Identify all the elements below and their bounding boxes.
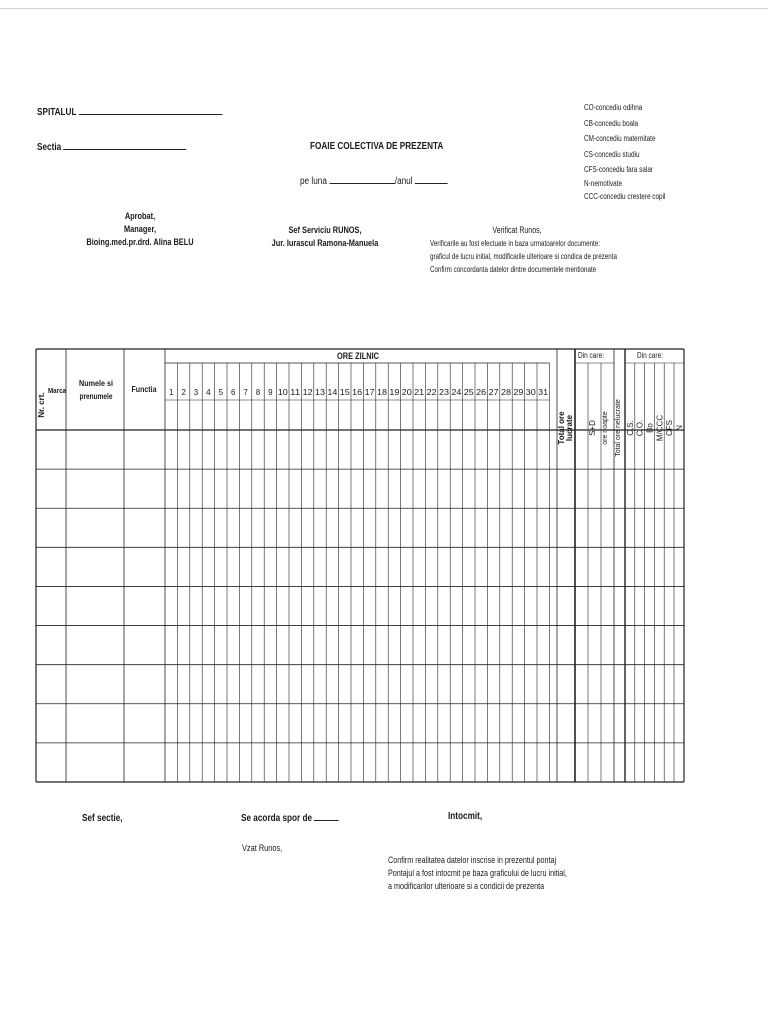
- confirm-line: Pontajul a fost intocmit pe baza graficului de lucru initial,: [388, 868, 567, 878]
- legend-item: CO-concediu odihna: [584, 103, 643, 112]
- col-total-lucrate: Total ore: [557, 411, 566, 445]
- day-number: 7: [243, 388, 248, 397]
- day-number: 21: [414, 388, 425, 397]
- day-number: 18: [377, 388, 388, 397]
- day-number: 28: [501, 388, 512, 397]
- col-leave-type: CFS: [665, 420, 675, 436]
- col-ore-noapte: ore noapte: [602, 411, 609, 445]
- vizat-label: Vzat Runos,: [242, 843, 283, 853]
- legend-item: CS-concediu studiu: [584, 149, 640, 159]
- approval-line: Aprobat,: [124, 211, 156, 221]
- day-number: 6: [230, 388, 236, 397]
- col-functia: Functia: [131, 385, 157, 394]
- approval-line: Manager,: [123, 224, 156, 234]
- day-number: 29: [513, 388, 525, 397]
- spor-label: Se acorda spor de: [241, 813, 313, 824]
- day-number: 4: [206, 388, 211, 397]
- legend-item: CB-concediu boala: [584, 118, 639, 128]
- confirm-block: [388, 854, 567, 893]
- spitalul-label: SPITALUL: [37, 107, 77, 118]
- col-leave-type: C.S.: [625, 420, 635, 436]
- day-number: 3: [193, 388, 199, 397]
- col-sd: S+D: [588, 420, 597, 436]
- col-marca: Marca: [48, 388, 67, 395]
- legend-item: N-nemotivate: [584, 178, 623, 188]
- ore-zilnic-header: ORE ZILNIC: [337, 351, 380, 361]
- legend-item: CM-concediu maternitate: [584, 134, 656, 143]
- sectia-label: Sectia: [37, 142, 62, 153]
- day-number: 25: [463, 388, 475, 397]
- din-care-header: Din care:: [637, 351, 663, 360]
- day-number: 20: [401, 388, 413, 397]
- col-nume: Numele si: [79, 379, 113, 388]
- hr-chief-title: Sef Serviciu RUNOS,: [288, 225, 362, 235]
- anul-label: /anul: [394, 176, 413, 187]
- confirm-line: Confirm realitatea datelor inscrise in prezentul pontaj: [388, 855, 557, 865]
- col-leave-type: M/CCC: [655, 414, 665, 442]
- page-title: FOAIE COLECTIVA DE PREZENTA: [310, 141, 444, 152]
- spor-field: [241, 813, 339, 824]
- day-number: 27: [488, 388, 500, 397]
- col-leave-type: Bo: [645, 423, 655, 433]
- day-number: 31: [538, 388, 549, 397]
- day-number: 13: [315, 388, 326, 397]
- verified-line: graficul de lucru initial, modificarile ulterioare si condica de prezenta: [430, 252, 617, 261]
- table-grid: [36, 349, 684, 782]
- col-nume: prenumele: [79, 392, 113, 401]
- col-leave-type: N: [674, 425, 684, 431]
- day-number: 24: [451, 388, 463, 397]
- col-total-lucrate: lucrate: [565, 414, 574, 442]
- day-number: 2: [181, 388, 186, 397]
- day-number: 16: [352, 388, 363, 397]
- day-number: 19: [389, 388, 401, 397]
- legend-item: CFS-concediu fara salar: [584, 165, 654, 174]
- col-leave-type: C.O.: [635, 419, 645, 437]
- day-number: 17: [364, 388, 376, 397]
- day-number: 1: [168, 388, 174, 397]
- verified-line: Confirm concordanta datelor dintre documentele mentionate: [430, 265, 597, 274]
- intocmit-label: Intocmit,: [448, 811, 483, 822]
- day-number: 15: [339, 388, 351, 397]
- day-number: 5: [218, 388, 224, 397]
- hr-chief-name: Jur. Iurascul Ramona-Manuela: [271, 238, 379, 248]
- day-number: 14: [327, 388, 339, 397]
- day-number: 12: [302, 388, 314, 397]
- confirm-line: a modificarilor ulterioare si a condicii de prezenta: [388, 881, 545, 891]
- verified-title: Verificat Runos,: [492, 225, 542, 235]
- day-number: 23: [439, 388, 450, 397]
- spor-blank[interactable]: [314, 820, 339, 821]
- day-number: 8: [255, 388, 261, 397]
- day-number: 30: [525, 388, 537, 397]
- day-number: 11: [290, 388, 301, 397]
- sef-sectie-label: Sef sectie,: [82, 813, 123, 824]
- col-nr-crt: Nr. crt.: [37, 392, 46, 418]
- din-care-header: Din care:: [578, 351, 604, 360]
- pe-luna-label: pe luna: [300, 176, 327, 187]
- legend-item: CCC-concediu crestere copil: [584, 191, 666, 201]
- day-number: 22: [426, 388, 438, 397]
- approval-line: Bioing.med.pr.drd. Alina BELU: [86, 237, 194, 247]
- verified-line: Verificarile au fost efectuate in baza urmatoarelor documente:: [430, 239, 600, 248]
- day-number: 26: [476, 388, 487, 397]
- day-number: 9: [268, 388, 273, 397]
- day-number: 10: [277, 388, 289, 397]
- col-total-nelucrate: Total ore nelucrate: [615, 399, 622, 457]
- table-headers: [37, 351, 684, 457]
